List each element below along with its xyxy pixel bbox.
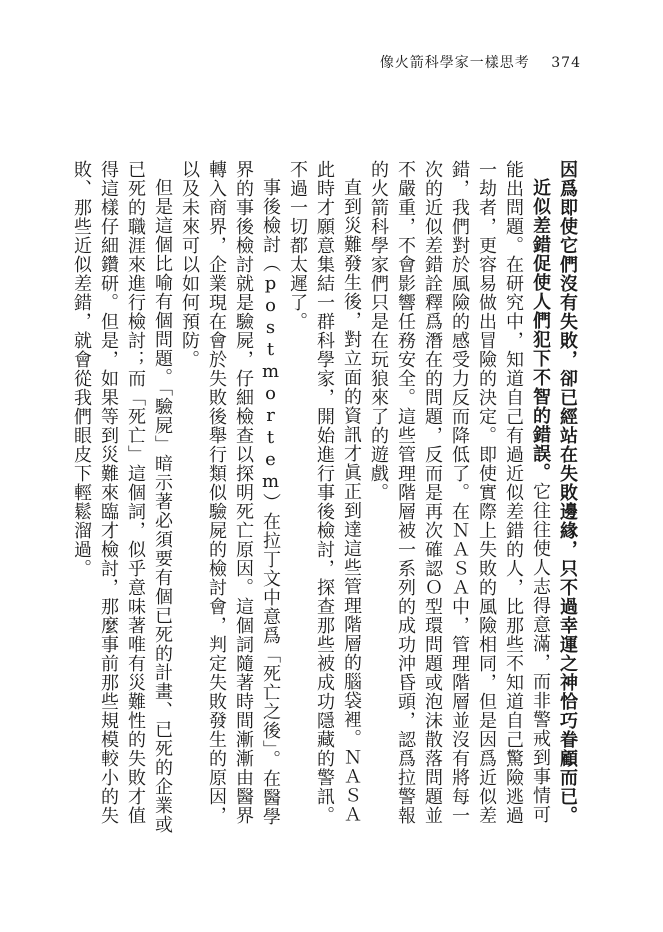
paragraph-1 (554, 160, 581, 840)
paragraph-2-rest: 它往往使人志得意滿，而非警戒到事情可能出問題。在研究中，知道自己有過近似差錯的人，比那些不知道自己驚險逃過一劫者，更容易做出冒險的決定。即使實際上失敗的風險相同，但是因爲近似差錯，我們對於風險的感受力反而降低了。在ＮＡＳＡ中，管理階層並沒有將每一次的近似差錯詮釋爲潛在的問題，反而是再次確認Ｏ型環問題或泡沫散落問題並不嚴重，不會影響任務安全。這些管理階層被一系列的成功沖昏頭，認爲拉警報的火箭科學家們只是在玩狼來了的遊戲。 (368, 160, 551, 825)
paragraph-4: 事後檢討（postmortem）在拉丁文中意爲「死亡之後」。在醫學界的事後檢討就是驗屍，仔細檢查以探明死亡原因。這個詞隨著時間漸漸由醫界轉入商界，企業現在會於失敗後舉行類似驗屍的檢討會，判定失敗發生的原因，以及未來可以如何預防。 (179, 160, 281, 826)
paragraph-1-emphasis: 因爲即使它們沒有失敗，卻已經站在失敗邊緣，只不過幸運之神恰巧眷顧而已。 (557, 160, 578, 825)
paragraph-5: 但是這個比喻有個問題。「驗屍」暗示著必須要有個已死的計畫、已死的企業或已死的職涯來進行檢討；而「死亡」這個詞，似乎意味著唯有災難性的失敗才值得這樣仔細鑽研。但是，如果等到災難來臨才檢討，那麼事前那些規模較小的失敗、那些近似差錯，就會從我們眼皮下輕鬆溜過。 (71, 160, 173, 834)
page-number: 374 (551, 55, 581, 71)
running-header (380, 52, 581, 72)
paragraph-3: 直到災難發生後，對立面的資訊才眞正到達這些管理階層的腦袋裡。ＮＡＳＡ此時才願意集結一群科學家，開始進行事後檢討，探查那些被成功隱藏的警訊。不過一切都太遲了。 (287, 160, 362, 825)
paragraph-2 (365, 160, 554, 840)
vertical-body-text (71, 160, 581, 840)
paragraph-2-emphasis: 近似差錯促使人們犯下不智的錯誤。 (530, 178, 551, 482)
book-title: 像火箭科學家一樣思考 (379, 55, 530, 71)
